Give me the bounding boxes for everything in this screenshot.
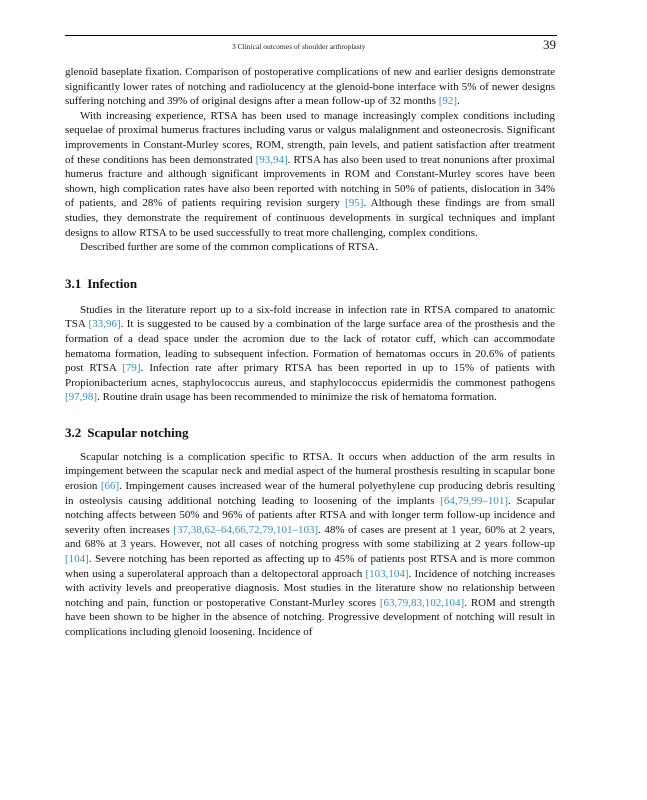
citation-link[interactable]: [63,79,83,102,104]	[379, 596, 465, 609]
body-text	[65, 65, 555, 640]
page-number: 39	[543, 37, 556, 52]
paragraph: With increasing experience, RTSA has been used to manage increasingly complex conditions including sequelae of proximal humerus fractures including varus or valgus malalignment and osteonecrosis. Significant improvements in Constant-Murley scores, ROM, strength, pain levels, and patient satisfaction after treatment of these conditions has been demonstrated [93,94]. RTSA has also been used to treat nonunions after proximal humerus fracture and although significant improvements in ROM and Constant-Murley scores have been shown, high complication rates have also been reported with notching in 50% of patients, dislocation in 34% of patients, and 28% of patients requiring revision surgery [95]. Although these findings are from small studies, they demonstrate the requirement of continuous developments in surgical techniques and implant designs to allow RTSA to be used successfully to treat more challenging, complex conditions.	[65, 109, 555, 239]
header-rule	[65, 35, 557, 36]
citation-link[interactable]: [97,98]	[65, 391, 98, 404]
citation-link[interactable]: [37,38,62–64,66,72,79,101–103]	[173, 523, 319, 536]
paragraph: Scapular notching is a complication specific to RTSA. It occurs when adduction of the arm results in impingement between the scapular neck and medial aspect of the humeral prosthesis resulting in scapular bone erosion [66]. Impingement causes increased wear of the humeral polyethylene cup producing debris resulting in osteolysis causing additional notching leading to loosening of the implants [64,79,99–101]. Scapular notching affects between 50% and 96% of patients after RTSA and with longer term follow-up incidence and severity often increases [37,38,62–64,66,72,79,101–103]. 48% of cases are present at 1 year, 60% at 2 years, and 68% at 3 years. However, not all cases of notching progress with some stabilizing at 2 years follow-up [104]. Severe notching has been reported as affecting up to 45% of patients post RTSA and is more common when using a superolateral approach than a deltopectoral approach [103,104]. Incidence of notching increases with activity levels and preoperative diagnosis. Most studies in the literature show no relationship between notching and pain, function or postoperative Constant-Murley scores [63,79,83,102,104]. ROM and strength have been shown to be higher in the absence of notching. Progressive development of notching will result in complications including glenoid loosening. Incidence of	[65, 450, 556, 638]
citation-link[interactable]: [92]	[438, 95, 458, 108]
paragraph: Studies in the literature report up to a six-fold increase in infection rate in RTSA compared to anatomic TSA [33,96]. It is suggested to be caused by a combination of the large surface area of the prosthesis and the formation of a dead space under the acromion due to the lack of rotator cuff, which can accommodate hematoma formation, leading to subsequent infection. Formation of hematomas occurs in 20.6% of patients post RTSA [79]. Infection rate after primary RTSA has been reported in up to 15% of patients with Propionibacterium acnes, staphylococcus aureus, and staphylococcus epidermidis the commonest pathogens [97,98]. Routine drain usage has been recommended to minimize the risk of hematoma formation.	[65, 303, 556, 404]
citation-link[interactable]: [79]	[122, 362, 141, 375]
section-heading-infection: 3.1 Infection	[65, 275, 138, 291]
citation-link[interactable]: [93,94]	[255, 153, 288, 166]
citation-link[interactable]: [33,96]	[88, 318, 121, 331]
paragraph: Described further are some of the common complications of RTSA.	[80, 241, 379, 254]
section-heading-scapular-notching: 3.2 Scapular notching	[65, 424, 189, 440]
citation-link[interactable]: [103,104]	[365, 567, 409, 580]
citation-link[interactable]: [64,79,99–101]	[440, 494, 509, 507]
citation-link[interactable]: [95]	[345, 197, 364, 210]
paragraph: glenoid baseplate fixation. Comparison of postoperative complications of new and earlier designs demonstrate significantly lower rates of notching and radiolucency at the glenoid-bone interface with 5% of newer designs suffering notching and 39% of original designs after a mean follow-up of 32 months [92].	[65, 66, 555, 108]
running-head: 3 Clinical outcomes of shoulder arthroplasty	[232, 42, 366, 51]
citation-link[interactable]: [66]	[100, 480, 120, 493]
citation-link[interactable]: [104]	[65, 553, 89, 566]
